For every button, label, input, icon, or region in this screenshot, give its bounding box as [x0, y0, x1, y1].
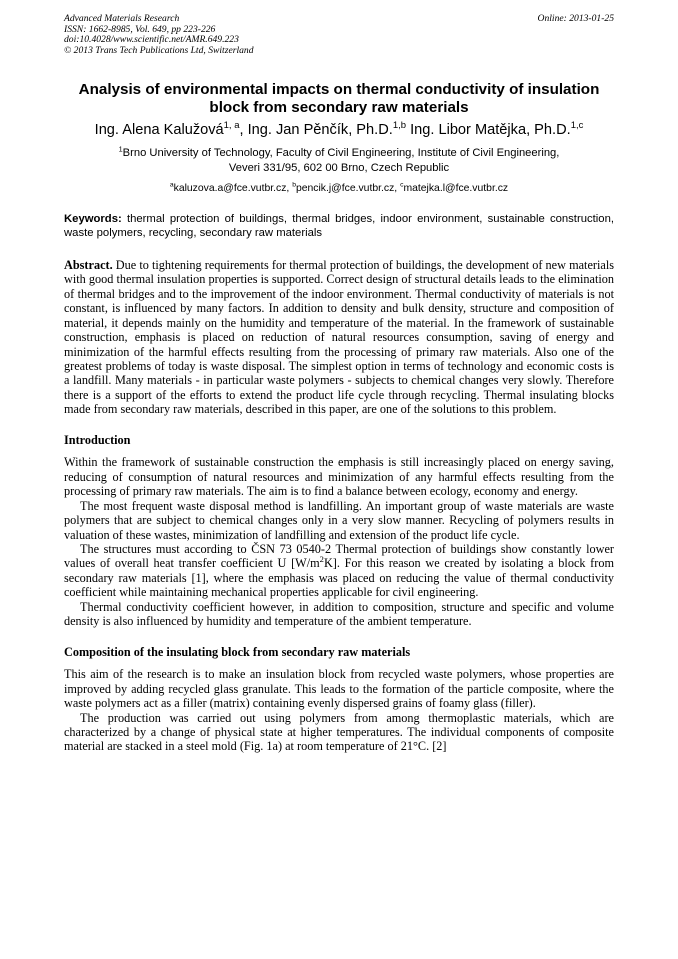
composition-section: [64, 667, 614, 754]
doi-line: doi:10.4028/www.scientific.net/AMR.649.223: [64, 34, 239, 45]
abstract-text: Due to tightening requirements for thermal protection of buildings, the development of new materials with good thermal insulation properties is supported. Correct design of structural details leads to the elimination of thermal bridges and to the improvement of the indoor environment. Thermal conductivity of materials is not constant, is influenced by many factors. In addition to density and bulk density, structure and composition of material, it depends mainly on the humidity and temperature of the material. In the framework of sustainable construction, emphasis is placed on reduction of natural resources consumption, saving of energy and minimization of the harmful effects resulting from the processing of primary raw materials. Also one of the greatest problems of today is waste disposal. The simplest option in terms of technology and economic costs is a landfill. Many materials - in particular waste polymers - subjects to chemical changes very slowly. Therefore there is a support of the efforts to extend the product life cycle through recycling. Thermal insulating blocks made from secondary raw materials, described in this paper, are one of the solutions to this problem.: [64, 257, 614, 417]
email-list: [64, 182, 614, 195]
title-line-2: block from secondary raw materials: [209, 99, 469, 116]
composition-heading: Composition of the insulating block from secondary raw materials: [64, 644, 411, 659]
email-c-sup: c: [400, 181, 404, 189]
affiliation-line-1: Brno University of Technology, Faculty of Civil Engineering, Institute of Civil Engineering,: [122, 147, 560, 159]
keywords-text: thermal protection of buildings, thermal bridges, indoor environment, sustainable construction, waste polymers, recycling, secondary raw materials: [64, 213, 614, 240]
intro-p3-superscript: 2: [319, 554, 324, 565]
affiliation-line-2: Veveri 331/95, 602 00 Brno, Czech Republic: [228, 161, 450, 174]
author-3-name: Ing. Libor Matějka, Ph.D.: [410, 122, 571, 138]
introduction-section: [64, 455, 614, 628]
author-3-sup: 1,c: [570, 120, 584, 132]
introduction-heading: Introduction: [64, 432, 131, 447]
affiliation: [64, 146, 614, 175]
copyright-line: © 2013 Trans Tech Publications Ltd, Switzerland: [64, 44, 254, 56]
keywords: [64, 212, 614, 241]
intro-p3-part-1: The structures must according to ČSN 73 0540-2 Thermal protection of buildings show constantly lower values of overall heat transfer coefficient U [W/m: [64, 541, 614, 571]
author-2-sup: 1,b: [392, 120, 406, 132]
author-1-sup: 1, a: [223, 120, 240, 132]
email-b[interactable]: pencik.j@fce.vutbr.cz,: [295, 183, 401, 194]
author-1-name: Ing. Alena Kalužová: [94, 122, 224, 138]
journal-header: [64, 14, 614, 56]
intro-paragraph-4: Thermal conductivity coefficient however, in addition to composition, structure and specific and volume density is also influenced by humidity and temperature of the ambient temperature.: [64, 599, 614, 629]
author-list: [64, 121, 614, 139]
intro-paragraph-2: The most frequent waste disposal method is landfilling. An important group of waste materials are waste polymers that are subject to chemical changes only in a very slow manner. Recycling of polymers results in valuation of these wastes, minimization of landfilling and extension of the product life cycle.: [64, 498, 614, 542]
intro-paragraph-3: [64, 542, 614, 600]
journal-name: Advanced Materials Research: [64, 13, 180, 24]
intro-p3-part-2: K]. For this reason we created by isolating a block from secondary raw materials [1], where the emphasis was placed on reducing the value of thermal conductivity coefficient while maintaining mechanical properties applicable for civil engineering.: [64, 556, 614, 600]
intro-paragraph-1: Within the framework of sustainable construction the emphasis is still increasingly placed on energy saving, reducing of consumption of natural resources and minimization of any harmful effects resulting from the processing of primary raw materials. The aim is to find a balance between ecology, economy and energy.: [64, 455, 614, 499]
email-a[interactable]: kaluzova.a@fce.vutbr.cz,: [173, 183, 293, 194]
online-date: Online: 2013-01-25: [537, 13, 614, 24]
issn-line: ISSN: 1662-8985, Vol. 649, pp 223-226: [64, 23, 216, 35]
title-line-1: Analysis of environmental impacts on thermal conductivity of insulation: [78, 81, 600, 98]
paper-title: [64, 81, 614, 117]
composition-paragraph-1: This aim of the research is to make an insulation block from recycled waste polymers, whose properties are improved by adding recycled glass granulate. This leads to the formation of the particle composite, where the waste polymers act as a filler (matrix) containing evenly dispersed grains of foamy glass (filler).: [64, 667, 614, 711]
keywords-label: Keywords:: [64, 213, 122, 225]
author-2-name: , Ing. Jan Pěnčík, Ph.D.: [239, 122, 393, 138]
email-b-sup: b: [292, 181, 296, 189]
email-a-sup: a: [169, 181, 174, 189]
abstract: [64, 258, 614, 417]
affiliation-sup: 1: [118, 144, 123, 154]
composition-paragraph-2: The production was carried out using polymers from among thermoplastic materials, which are characterized by a change of physical state at higher temperatures. The individual components of composite material are stacked in a steel mold (Fig. 1a) at room temperature of 21°C. [2]: [64, 710, 614, 754]
email-c[interactable]: matejka.l@fce.vutbr.cz: [403, 183, 509, 194]
abstract-label: Abstract.: [64, 257, 113, 272]
